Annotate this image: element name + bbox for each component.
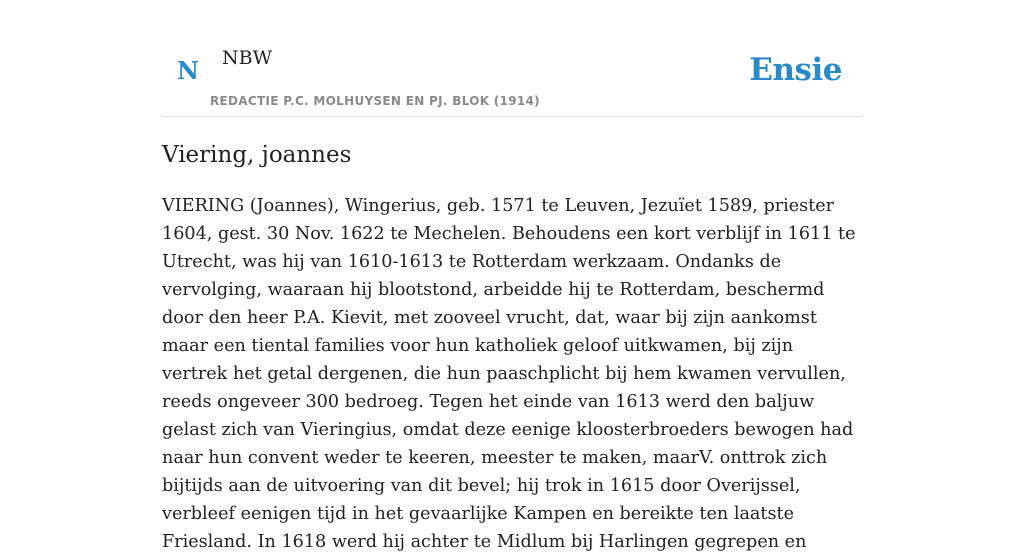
source-name[interactable]: NBW bbox=[222, 47, 273, 69]
source-logo-icon[interactable]: N bbox=[177, 56, 199, 85]
header bbox=[162, 0, 862, 117]
brand-logo[interactable]: Ensie bbox=[749, 52, 842, 88]
article-body: VIERING (Joannes), Wingerius, geb. 1571 te Leuven, Jezuïet 1589, priester 1604, gest. 30 Nov. 1622 te Mechelen. Behoudens een kort verblijf in 1611 te Utrecht, was hij van 1610-1613 te Rotterdam werkzaam. Ondanks de vervolging, waaraan hij blootstond, arbeidde hij te Rotterdam, beschermd door den heer P.A. Kievit, met zooveel vrucht, dat, waar bij zijn aankomst maar een tiental families voor hun katholiek geloof uitkwamen, bij zijn vertrek het getal dergenen, die hun paaschplicht bij hem kwamen vervullen, reeds ongeveer 300 bedroeg. Tegen het einde van 1613 werd den baljuw gelast zich van Vieringius, omdat deze eenige kloosterbroeders bewogen had naar hun convent weder te keeren, meester te maken, maarV. onttrok zich bijtijds aan de uitvoering van dit bevel; hij trok in 1615 door Overijssel, verbleef eenigen tijd in het gevaarlijke Kampen en bereikte ten laatste Friesland. In 1618 werd hij achter te Midlum bij Harlingen gegrepen en bbox=[162, 196, 856, 552]
source-subtitle: REDACTIE P.C. MOLHUYSEN EN PJ. BLOK (1914) bbox=[210, 94, 540, 108]
article-title: Viering, joannes bbox=[162, 142, 352, 168]
